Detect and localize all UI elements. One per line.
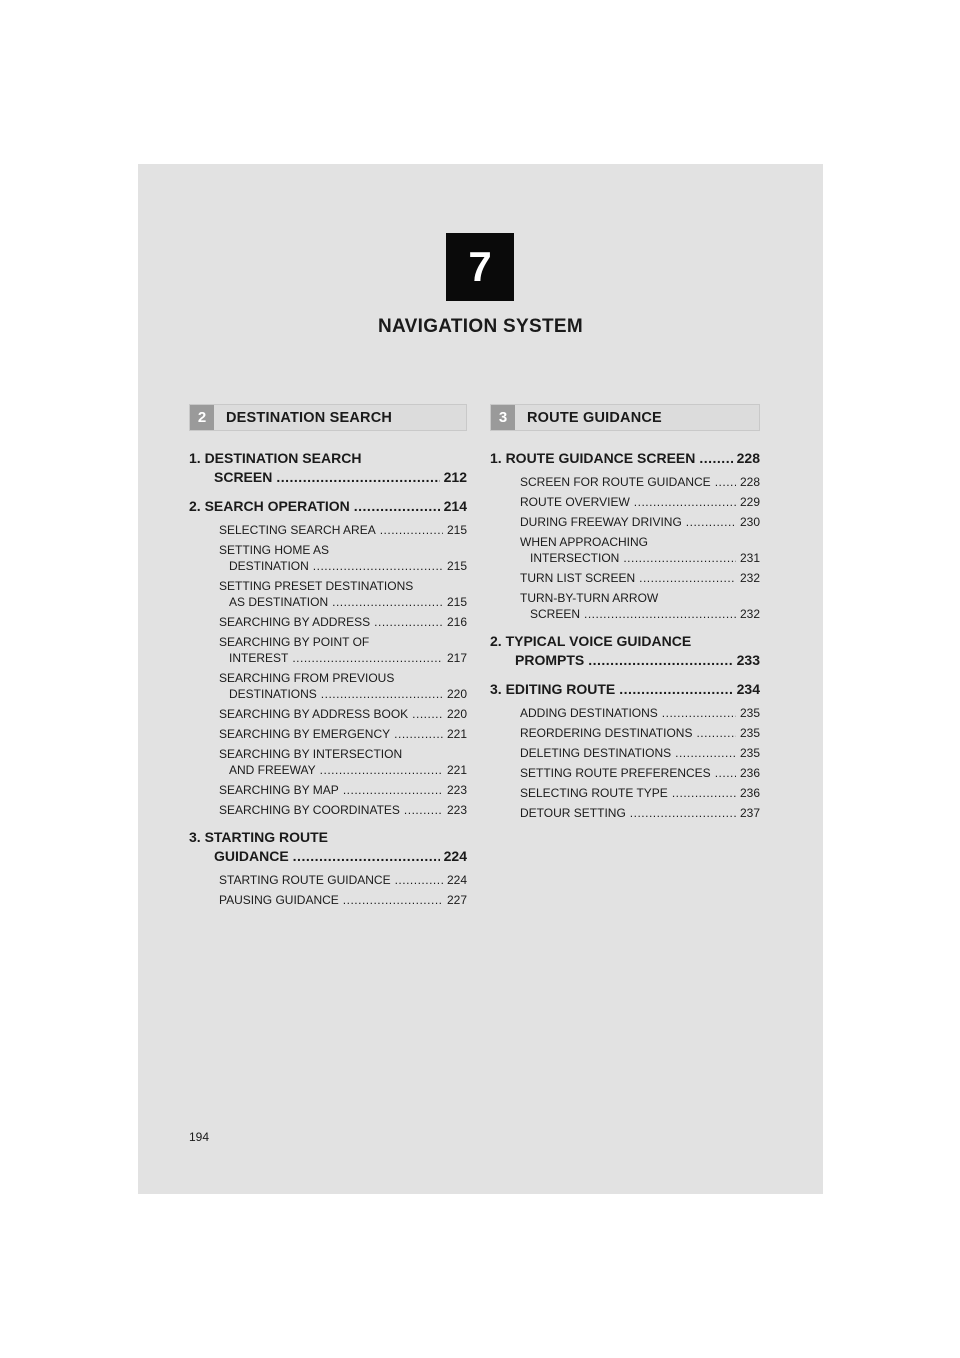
toc-column-route-guidance <box>490 404 760 831</box>
toc-sub-line <box>219 522 467 538</box>
toc-sub-label: SETTING ROUTE PREFERENCES <box>520 766 711 780</box>
toc-main-line <box>490 680 760 699</box>
toc-main-line <box>490 632 760 651</box>
toc-sub-line <box>219 542 467 558</box>
toc-sub-entry[interactable] <box>520 765 760 781</box>
dot-leader <box>696 725 736 741</box>
toc-page-number: 232 <box>739 607 760 621</box>
toc-sub-entry[interactable] <box>219 872 467 888</box>
toc-sub-line <box>520 785 760 801</box>
toc-sub-line <box>219 578 467 594</box>
toc-sub-line <box>520 534 760 550</box>
toc-page-number: 231 <box>739 551 760 565</box>
dot-leader <box>662 705 736 721</box>
toc-sub-entry[interactable] <box>219 614 467 630</box>
toc-sub-label: DURING FREEWAY DRIVING <box>520 515 682 529</box>
toc-main-line <box>189 847 467 866</box>
toc-page-number: 220 <box>446 707 467 721</box>
toc-main-label: 3. EDITING ROUTE <box>490 681 616 697</box>
toc-page-number: 227 <box>446 893 467 907</box>
toc-page-number: 229 <box>739 495 760 509</box>
toc-sub-label: TURN-BY-TURN ARROW <box>520 591 659 605</box>
toc-main-entry[interactable] <box>490 680 760 699</box>
toc-sub-entry[interactable] <box>219 578 467 610</box>
toc-page-number: 236 <box>739 786 760 800</box>
toc-sub-line <box>219 726 467 742</box>
dot-leader <box>354 497 440 516</box>
toc-sub-label: SELECTING SEARCH AREA <box>219 523 376 537</box>
toc-sub-entry[interactable] <box>520 494 760 510</box>
dot-leader <box>394 726 443 742</box>
toc-main-label: GUIDANCE <box>214 848 289 864</box>
toc-sub-label: SEARCHING BY MAP <box>219 783 339 797</box>
toc-page-number: 232 <box>739 571 760 585</box>
toc-sub-label: SEARCHING BY EMERGENCY <box>219 727 391 741</box>
toc-sub-label: SCREEN <box>530 607 581 621</box>
toc-sub-label: SCREEN FOR ROUTE GUIDANCE <box>520 475 711 489</box>
toc-sub-label: SELECTING ROUTE TYPE <box>520 786 668 800</box>
toc-main-entry[interactable] <box>189 828 467 866</box>
dot-leader <box>639 570 736 586</box>
toc-page-number: 215 <box>446 559 467 573</box>
toc-sub-label: TURN LIST SCREEN <box>520 571 636 585</box>
toc-page-number: 235 <box>739 706 760 720</box>
dot-leader <box>320 762 443 778</box>
dot-leader <box>412 706 443 722</box>
toc-sub-entry[interactable] <box>520 534 760 566</box>
toc-sub-line <box>219 558 467 574</box>
toc-sub-line <box>520 514 760 530</box>
toc-sub-line <box>520 590 760 606</box>
toc-sub-entry[interactable] <box>219 542 467 574</box>
toc-sub-line <box>520 474 760 490</box>
toc-sub-label: SEARCHING BY INTERSECTION <box>219 747 403 761</box>
toc-main-entry[interactable] <box>189 449 467 487</box>
toc-sub-line <box>219 670 467 686</box>
toc-main-label: 2. TYPICAL VOICE GUIDANCE <box>490 633 692 649</box>
toc-sub-entry[interactable] <box>219 670 467 702</box>
toc-sub-line <box>219 802 467 818</box>
dot-leader <box>715 474 736 490</box>
toc-sub-label: SETTING PRESET DESTINATIONS <box>219 579 414 593</box>
toc-page-number: 235 <box>739 726 760 740</box>
toc-page-number: 236 <box>739 766 760 780</box>
toc-sub-label: SEARCHING BY POINT OF <box>219 635 370 649</box>
toc-sub-line <box>219 686 467 702</box>
toc-column-destination-search <box>189 404 467 918</box>
toc-page-number: 235 <box>739 746 760 760</box>
dot-leader <box>292 650 443 666</box>
dot-leader <box>343 892 443 908</box>
toc-sub-group <box>189 522 467 818</box>
toc-sub-line <box>520 725 760 741</box>
toc-sub-line <box>520 570 760 586</box>
dot-leader <box>619 680 732 699</box>
toc-sub-line <box>219 892 467 908</box>
toc-sub-label: DESTINATION <box>229 559 309 573</box>
toc-sub-line <box>219 762 467 778</box>
dot-leader <box>686 514 736 530</box>
dot-leader <box>623 550 736 566</box>
toc-sub-entry[interactable] <box>520 725 760 741</box>
toc-sub-group <box>189 872 467 908</box>
page-number: 194 <box>189 1130 210 1144</box>
toc-sub-entry[interactable] <box>219 522 467 538</box>
toc-page-number: 220 <box>446 687 467 701</box>
toc-page-number: 223 <box>446 803 467 817</box>
toc-sub-line <box>219 650 467 666</box>
toc-sub-entry[interactable] <box>520 570 760 586</box>
toc-sub-label: SETTING HOME AS <box>219 543 330 557</box>
chapter-title: NAVIGATION SYSTEM <box>378 316 583 337</box>
toc-sub-line <box>219 614 467 630</box>
toc-page-number: 233 <box>736 652 760 668</box>
dot-leader <box>321 686 443 702</box>
section-number-badge: 3 <box>491 405 515 430</box>
toc-sub-line <box>219 872 467 888</box>
toc-main-line <box>189 497 467 516</box>
toc-sub-line <box>219 594 467 610</box>
toc-sub-entry[interactable] <box>219 746 467 778</box>
toc-sub-group <box>490 474 760 622</box>
toc-sub-entry[interactable] <box>219 726 467 742</box>
toc-sub-label: SEARCHING FROM PREVIOUS <box>219 671 395 685</box>
toc-page-number: 217 <box>446 651 467 665</box>
dot-leader <box>672 785 736 801</box>
toc-sub-label: AS DESTINATION <box>229 595 329 609</box>
toc-sub-line <box>520 550 760 566</box>
toc-page-number: 230 <box>739 515 760 529</box>
toc-sub-line <box>520 745 760 761</box>
dot-leader <box>380 522 443 538</box>
toc-sub-entry[interactable] <box>520 745 760 761</box>
toc-main-entry[interactable] <box>490 449 760 468</box>
toc-sub-label: ROUTE OVERVIEW <box>520 495 630 509</box>
section-title: ROUTE GUIDANCE <box>527 409 662 426</box>
toc-sub-label: REORDERING DESTINATIONS <box>520 726 693 740</box>
toc-page-number: 221 <box>446 727 467 741</box>
toc-sub-entry[interactable] <box>219 892 467 908</box>
toc-sub-label: WHEN APPROACHING <box>520 535 649 549</box>
toc-page-number: 223 <box>446 783 467 797</box>
toc-sub-line <box>219 782 467 798</box>
dot-leader <box>699 449 732 468</box>
toc-main-label: PROMPTS <box>515 652 585 668</box>
toc-sub-line <box>520 705 760 721</box>
toc-page-number: 224 <box>443 848 467 864</box>
toc-sub-label: DELETING DESTINATIONS <box>520 746 672 760</box>
dot-leader <box>584 606 736 622</box>
toc-main-label: 1. DESTINATION SEARCH <box>189 450 362 466</box>
toc-page-number: 234 <box>736 681 760 697</box>
toc-sub-line <box>520 606 760 622</box>
toc-page-number: 224 <box>446 873 467 887</box>
section-number-badge: 2 <box>190 405 214 430</box>
toc-sub-label: DETOUR SETTING <box>520 806 626 820</box>
dot-leader <box>588 651 732 670</box>
toc-page-number: 215 <box>446 523 467 537</box>
toc-sub-line <box>219 634 467 650</box>
toc-main-line <box>490 651 760 670</box>
toc-main-label: 3. STARTING ROUTE <box>189 829 328 845</box>
toc-sub-label: DESTINATIONS <box>229 687 317 701</box>
dot-leader <box>404 802 443 818</box>
toc-sub-entry[interactable] <box>520 785 760 801</box>
dot-leader <box>313 558 443 574</box>
toc-page-number: 228 <box>739 475 760 489</box>
section-header <box>189 404 467 431</box>
toc-sub-entry[interactable] <box>520 514 760 530</box>
dot-leader <box>293 847 440 866</box>
toc-sub-label: SEARCHING BY COORDINATES <box>219 803 400 817</box>
dot-leader <box>715 765 736 781</box>
dot-leader <box>332 594 443 610</box>
dot-leader <box>374 614 443 630</box>
toc-sub-line <box>520 494 760 510</box>
toc-sub-entry[interactable] <box>520 474 760 490</box>
toc-sub-entry[interactable] <box>219 782 467 798</box>
toc-sub-label: SEARCHING BY ADDRESS BOOK <box>219 707 409 721</box>
toc-page-number: 221 <box>446 763 467 777</box>
toc-page-number: 216 <box>446 615 467 629</box>
toc-sub-line <box>520 765 760 781</box>
dot-leader <box>276 468 439 487</box>
section-header <box>490 404 760 431</box>
chapter-number-badge: 7 <box>446 233 514 301</box>
toc-page-number: 215 <box>446 595 467 609</box>
toc-sub-label: PAUSING GUIDANCE <box>219 893 339 907</box>
toc-main-label: SCREEN <box>214 469 273 485</box>
dot-leader <box>634 494 736 510</box>
toc-sub-entry[interactable] <box>219 802 467 818</box>
toc-main-line <box>490 449 760 468</box>
toc-main-entry[interactable] <box>189 497 467 516</box>
toc-sub-line <box>219 746 467 762</box>
toc-sub-label: STARTING ROUTE GUIDANCE <box>219 873 391 887</box>
dot-leader <box>343 782 443 798</box>
toc-sub-entry[interactable] <box>520 705 760 721</box>
toc-sub-label: INTERSECTION <box>530 551 620 565</box>
toc-sub-entry[interactable] <box>219 706 467 722</box>
toc-sub-entry[interactable] <box>520 805 760 821</box>
toc-sub-label: ADDING DESTINATIONS <box>520 706 658 720</box>
dot-leader <box>395 872 443 888</box>
dot-leader <box>630 805 736 821</box>
toc-sub-label: AND FREEWAY <box>229 763 316 777</box>
toc-main-line <box>189 468 467 487</box>
toc-page-number: 228 <box>736 450 760 466</box>
toc-sub-line <box>520 805 760 821</box>
toc-main-label: 1. ROUTE GUIDANCE SCREEN <box>490 450 696 466</box>
toc-page-number: 214 <box>443 498 467 514</box>
dot-leader <box>675 745 736 761</box>
toc-main-label: 2. SEARCH OPERATION <box>189 498 350 514</box>
toc-sub-label: INTEREST <box>229 651 289 665</box>
toc-main-entry[interactable] <box>490 632 760 670</box>
toc-sub-group <box>490 705 760 821</box>
toc-page-number: 237 <box>739 806 760 820</box>
toc-main-line <box>189 449 467 468</box>
toc-sub-entry[interactable] <box>520 590 760 622</box>
toc-main-line <box>189 828 467 847</box>
toc-sub-entry[interactable] <box>219 634 467 666</box>
toc-sub-label: SEARCHING BY ADDRESS <box>219 615 371 629</box>
section-title: DESTINATION SEARCH <box>226 409 393 426</box>
toc-page-number: 212 <box>443 469 467 485</box>
toc-sub-line <box>219 706 467 722</box>
